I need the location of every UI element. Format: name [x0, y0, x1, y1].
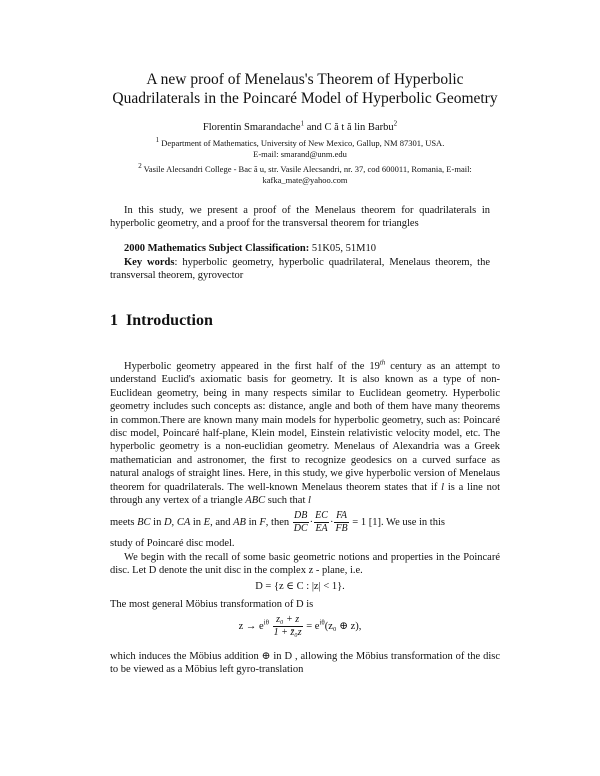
affiliation-1-text: Department of Mathematics, University of New Mexico, Gallup, NM 87301, USA.	[161, 138, 445, 148]
in-word-2: in	[192, 516, 202, 528]
p1-part-a: Hyperbolic geometry appeared in the first half of the 19	[124, 361, 380, 372]
meets-word: meets	[110, 516, 135, 528]
msc-value: 51K05, 51M10	[311, 243, 376, 254]
fraction-fa-fb	[334, 510, 348, 535]
title-line-2: Quadrilaterals in the Poincaré Model of Hyperbolic Geometry	[112, 90, 498, 107]
equals-one: = 1	[352, 516, 367, 528]
citation: [1]. We use in this	[368, 516, 445, 528]
intro-paragraph-3: We begin with the recall of some basic geometric notions and properties in the Poincaré disc. Let D denote the unit disc in the complex z - plane, i.e.	[110, 552, 500, 577]
fraction-db-dc	[293, 510, 309, 535]
section-title: Introduction	[126, 312, 213, 329]
eq2-exp: iθ	[263, 618, 269, 627]
eq2-exp-2: iθ	[319, 618, 325, 627]
fraction-ec-ea	[314, 510, 329, 535]
frac2-num: EC	[315, 510, 328, 521]
affiliation-2	[120, 164, 490, 186]
eq2-left: z → e	[238, 620, 264, 632]
comma-and: , and	[210, 516, 231, 528]
eq2-den: 1 + z̄₀z	[273, 627, 302, 638]
section-number: 1	[110, 312, 118, 329]
author-line	[100, 119, 500, 133]
msc-label: 2000 Mathematics Subject Classification:	[124, 243, 310, 254]
keywords	[110, 256, 490, 282]
eq2-tail: (z₀ ⊕ z),	[324, 620, 362, 632]
frac3-den: FB	[335, 523, 348, 534]
msc-line	[110, 242, 490, 255]
author-and: and	[306, 122, 322, 133]
var-bc: BC	[137, 516, 151, 528]
var-ab: AB	[233, 516, 246, 528]
var-ca: CA	[176, 516, 191, 528]
p1-part-d: such that	[267, 495, 306, 507]
keywords-label: Key words	[124, 257, 175, 268]
author-1-sup: 1	[300, 119, 305, 128]
section-heading	[110, 312, 213, 330]
in-word-1: in	[153, 516, 162, 528]
p1-part-c: is a line not through any vertex of a triangle	[110, 481, 501, 507]
frac1-num: DB	[294, 510, 308, 521]
intro-paragraph-1	[110, 360, 500, 507]
intro-paragraph-4: The most general Möbius transformation of D is	[110, 599, 314, 610]
affiliation-1	[130, 138, 470, 160]
frac2-den: EA	[315, 523, 328, 534]
in-word-3: in	[248, 516, 257, 528]
affiliation-1-email: E-mail: smarand@unm.edu	[253, 149, 347, 159]
abstract: In this study, we present a proof of the Menelaus theorem for quadrilaterals in hyperbolic geometry, and a proof for the transversal theorem for triangles	[110, 205, 490, 229]
p1-part-b: century as an attempt to understand Euclid's axiomatic basis for geometry. It is also known as a type of non-Euclidean geometry, being in many respects similar to Euclidean geometry. Hyperbolic geometry includes such concepts as: distance, angle and both of them have many theorems in common.There are known many main models for hyperbolic geometry, such as: Poincaré disc model, Poincaré half-plane, Klein model, Einstein relativistic velocity model, etc. The hyperbolic geometry is a non-euclidian geometry. Menelaus of Alexandria was a Greek mathematician and astronomer, the first to recognize geodesics on a curved surface as natural analogs of straight lines. Here, in this study, we give hyperbolic version of Menelaus theorem for quadrilaterals. The well-known Menelaus theorem states that if	[110, 361, 500, 493]
author-2-sup: 2	[393, 119, 398, 128]
equation-mobius	[0, 614, 600, 639]
var-abc: ABC	[245, 495, 266, 507]
var-f: F	[259, 516, 266, 528]
paper-title	[90, 70, 520, 108]
keywords-value: : hyperbolic geometry, hyperbolic quadrilateral, Menelaus theorem, the transversal theorem, gyrovector	[110, 257, 491, 281]
author-1: Florentin Smarandache	[202, 122, 301, 133]
affiliation-2-sup: 2	[138, 162, 142, 171]
var-e: E	[203, 516, 211, 528]
eq2-fraction	[273, 614, 303, 639]
var-l-2: l	[308, 495, 311, 507]
menelaus-formula-line: meets BC in D, CA in E, and AB in F, then $\frac{DB}{DC}$ · $\frac{EC}{EA}$ · $\frac{FA}{FB}$ = 1 [1]. We use in this	[110, 510, 445, 534]
frac1-den: DC	[293, 523, 308, 534]
affiliation-2-text: Vasile Alecsandri College - Bac ă u, str. Vasile Alecsandri, nr. 37, cod 600011, Romania, E-mail: kafka_mate@yahoo.com	[143, 164, 472, 185]
p1-sup: th	[379, 358, 386, 367]
eq2-right: = e	[306, 620, 320, 632]
then-word: , then	[265, 516, 290, 528]
affiliation-1-sup: 1	[155, 136, 160, 145]
title-line-1: A new proof of Menelaus's Theorem of Hyperbolic	[146, 71, 464, 88]
equation-unit-disc: D = {z ∈ C : |z| < 1}.	[255, 581, 345, 592]
frac3-num: FA	[336, 510, 348, 521]
intro-paragraph-5: which induces the Möbius addition ⊕ in D , allowing the Möbius transformation of the disc to be viewed as a Möbius left gyro-translation	[110, 651, 500, 676]
var-l: l	[441, 481, 445, 493]
eq2-num: z₀ + z	[273, 614, 303, 627]
author-2: C ă t ă lin Barbu	[324, 122, 394, 133]
intro-tail: study of Poincaré disc model.	[110, 538, 235, 549]
var-d: D,	[163, 516, 175, 528]
